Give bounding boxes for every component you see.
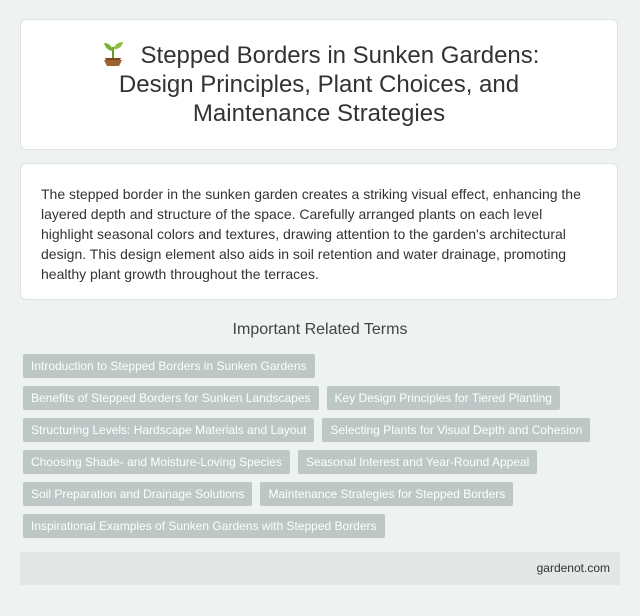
related-term-tag[interactable]: Inspirational Examples of Sunken Gardens with Stepped Borders — [23, 514, 385, 538]
seedling-icon — [99, 41, 127, 67]
footer — [20, 552, 620, 585]
related-term-tag[interactable]: Key Design Principles for Tiered Planting — [327, 386, 560, 410]
footer-site-link[interactable]: gardenot.com — [536, 561, 610, 575]
related-term-tag[interactable]: Soil Preparation and Drainage Solutions — [23, 482, 252, 506]
page-title-text: Stepped Borders in Sunken Gardens: Design Principles, Plant Choices, and Maintenance Strategies — [118, 42, 540, 127]
related-term-tag[interactable]: Choosing Shade- and Moisture-Loving Species — [23, 450, 290, 474]
intro-paragraph: The stepped border in the sunken garden creates a striking visual effect, enhancing the layered depth and structure of the space. Carefully arranged plants on each level highlight seasonal colors and textures, drawing attention to the garden's architectural design. This design element also aids in soil retention and water drainage, promoting healthy plant growth throughout the terraces. — [41, 186, 581, 282]
related-term-tag[interactable]: Introduction to Stepped Borders in Sunken Gardens — [23, 354, 315, 378]
title-card — [20, 19, 618, 150]
related-terms-list — [23, 354, 623, 546]
related-term-tag[interactable]: Selecting Plants for Visual Depth and Cohesion — [322, 418, 590, 442]
related-term-tag[interactable]: Maintenance Strategies for Stepped Borders — [260, 482, 513, 506]
related-terms-heading: Important Related Terms — [232, 321, 408, 338]
related-term-tag[interactable]: Seasonal Interest and Year-Round Appeal — [298, 450, 538, 474]
intro-card — [20, 163, 618, 300]
related-term-tag[interactable]: Structuring Levels: Hardscape Materials and Layout — [23, 418, 314, 442]
related-term-tag[interactable]: Benefits of Stepped Borders for Sunken Landscapes — [23, 386, 319, 410]
page-title — [61, 41, 577, 128]
